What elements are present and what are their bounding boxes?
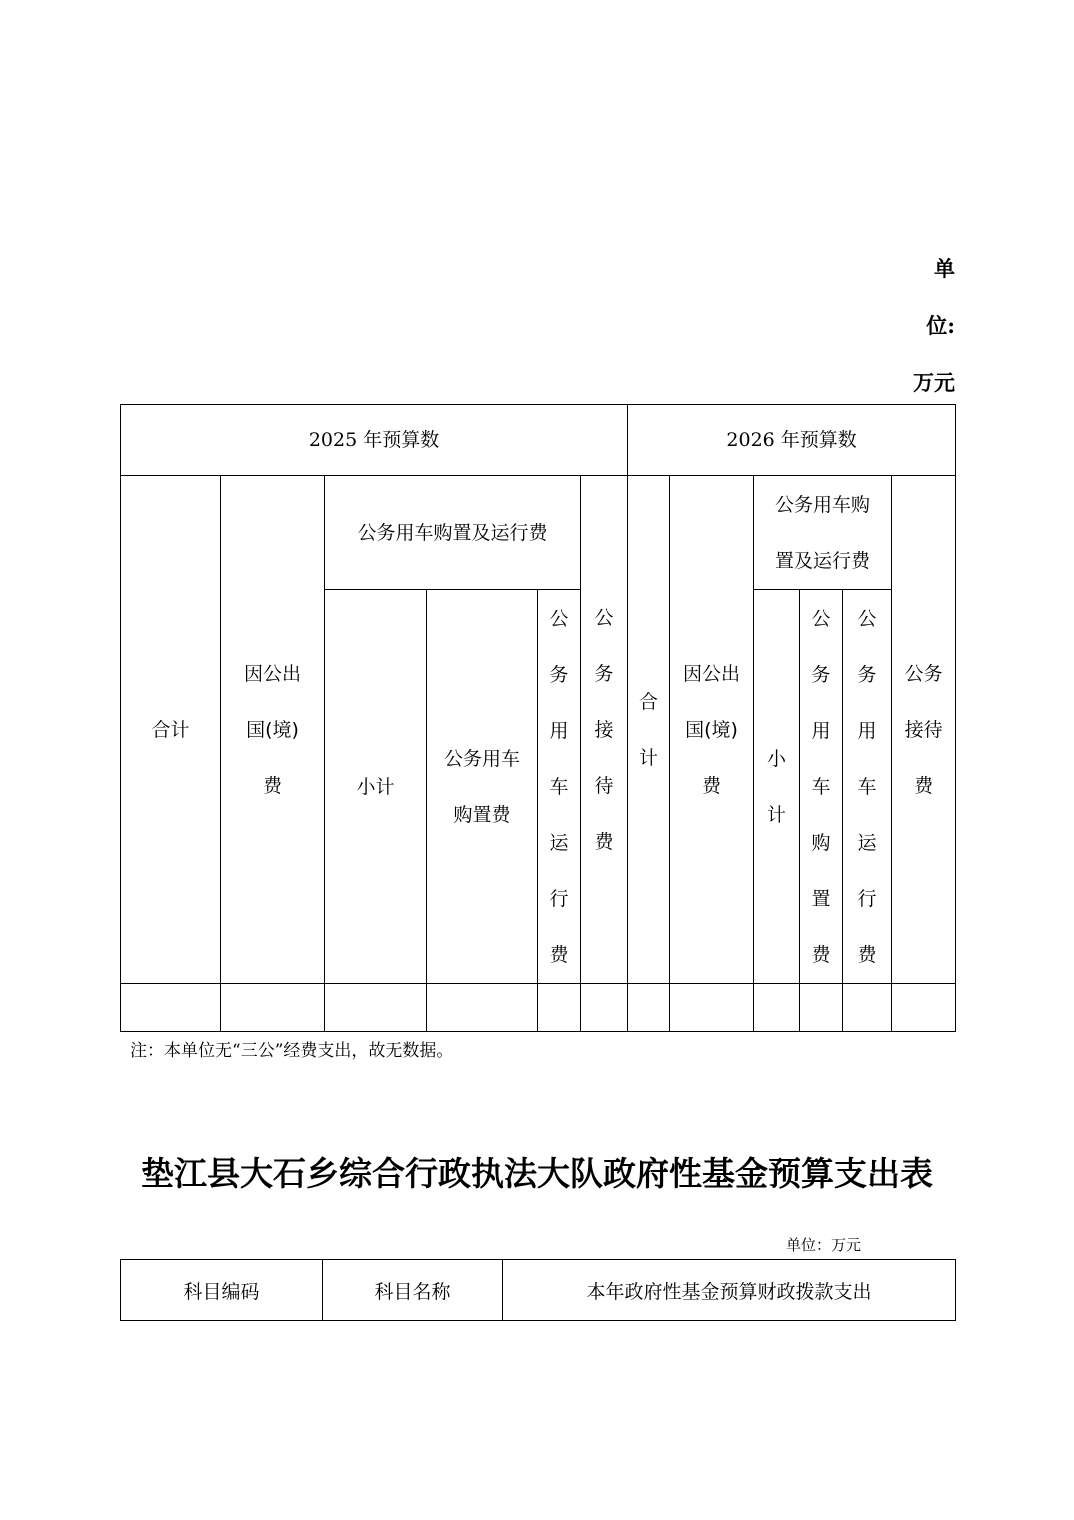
header-2026-budget: 2026 年预算数 — [628, 405, 956, 476]
header-abroad-2026-line: 因公出 — [683, 662, 741, 685]
header-car-purchase-2025-line: 公务用车 — [443, 747, 520, 770]
header-abroad-2025 — [221, 476, 325, 984]
header-abroad-2026-line: 国(境) — [685, 718, 738, 741]
header-car-group-2026-line: 公务用车购 — [775, 493, 871, 516]
header-reception-2025-char: 接 — [594, 718, 614, 741]
header-car-run-2026-char: 运 — [857, 831, 877, 854]
header-car-purchase-2026-char: 置 — [811, 887, 831, 910]
header-2025-budget: 2025 年预算数 — [121, 405, 628, 476]
fund-table-unit: 单位：万元 — [786, 1236, 862, 1254]
header-reception-2026-line: 接待 — [904, 718, 943, 741]
header-car-run-2025-char: 公 — [549, 607, 569, 630]
header-car-run-2026-char: 车 — [857, 775, 877, 798]
header-car-run-2025 — [538, 590, 581, 984]
empty-cell — [892, 984, 956, 1032]
header-car-group-2025: 公务用车购置及运行费 — [325, 476, 581, 590]
table-note: 注：本单位无“三公”经费支出，故无数据。 — [130, 1041, 454, 1061]
header-subject-code: 科目编码 — [121, 1260, 323, 1321]
empty-cell — [581, 984, 628, 1032]
header-car-run-2026-char: 行 — [857, 887, 877, 910]
header-abroad-2025-line: 因公出 — [243, 662, 301, 685]
header-car-purchase-2026-char: 务 — [811, 663, 831, 686]
header-car-run-2026 — [843, 590, 892, 984]
header-car-run-2025-char: 费 — [549, 943, 569, 966]
empty-cell — [670, 984, 754, 1032]
header-car-purchase-2026 — [800, 590, 843, 984]
unit-label — [895, 240, 955, 411]
header-car-purchase-2026-char: 车 — [811, 775, 831, 798]
header-car-purchase-2026-char: 用 — [811, 719, 831, 742]
fund-table-title: 垫江县大石乡综合行政执法大队政府性基金预算支出表 — [141, 1154, 933, 1193]
header-car-purchase-2026-char: 购 — [811, 831, 831, 854]
unit-label-line-1: 单 — [934, 256, 955, 281]
header-car-group-2026 — [754, 476, 892, 590]
empty-cell — [221, 984, 325, 1032]
header-car-run-2026-char: 公 — [857, 607, 877, 630]
header-subject-name: 科目名称 — [323, 1260, 503, 1321]
header-reception-2025-char: 务 — [594, 662, 614, 685]
header-reception-2026 — [892, 476, 956, 984]
header-reception-2025-char: 费 — [594, 830, 614, 853]
empty-cell — [427, 984, 538, 1032]
header-car-run-2025-char: 车 — [549, 775, 569, 798]
header-total-2025: 合计 — [121, 476, 221, 984]
header-abroad-2026 — [670, 476, 754, 984]
header-subtotal-2026-char: 小 — [767, 747, 787, 770]
header-car-run-2026-char: 费 — [857, 943, 877, 966]
header-fund-expenditure: 本年政府性基金预算财政拨款支出 — [503, 1260, 956, 1321]
header-reception-2026-line: 费 — [914, 774, 934, 797]
unit-label-line-2: 位: — [926, 313, 955, 338]
header-abroad-2025-line: 国(境) — [246, 718, 299, 741]
header-car-purchase-2026-char: 费 — [811, 943, 831, 966]
empty-cell — [843, 984, 892, 1032]
empty-cell — [628, 984, 670, 1032]
header-subtotal-2026-char: 计 — [767, 803, 787, 826]
header-subtotal-2026 — [754, 590, 800, 984]
empty-cell — [325, 984, 427, 1032]
header-car-purchase-2026-char: 公 — [811, 607, 831, 630]
header-car-run-2026-char: 务 — [857, 663, 877, 686]
empty-cell — [121, 984, 221, 1032]
government-fund-expenditure-table — [120, 1259, 956, 1321]
empty-cell — [800, 984, 843, 1032]
header-car-purchase-2025 — [427, 590, 538, 984]
empty-cell — [754, 984, 800, 1032]
three-public-expenses-table — [120, 404, 956, 1032]
empty-cell — [538, 984, 581, 1032]
header-car-purchase-2025-line: 购置费 — [453, 803, 511, 826]
header-car-run-2025-char: 务 — [549, 663, 569, 686]
header-car-group-2026-line: 置及运行费 — [775, 549, 871, 572]
header-abroad-2025-line: 费 — [262, 774, 282, 797]
header-car-run-2025-char: 行 — [549, 887, 569, 910]
header-subtotal-2025: 小计 — [325, 590, 427, 984]
header-reception-2025-char: 待 — [594, 774, 614, 797]
header-car-run-2025-char: 用 — [549, 719, 569, 742]
header-total-2026-char: 计 — [639, 746, 659, 769]
header-total-2026-char: 合 — [639, 690, 659, 713]
unit-label-line-3: 万元 — [913, 370, 955, 395]
header-car-run-2025-char: 运 — [549, 831, 569, 854]
header-reception-2025 — [581, 476, 628, 984]
header-car-run-2026-char: 用 — [857, 719, 877, 742]
header-reception-2026-line: 公务 — [904, 662, 943, 685]
header-reception-2025-char: 公 — [594, 606, 614, 629]
header-abroad-2026-line: 费 — [702, 774, 722, 797]
table-row — [121, 984, 956, 1032]
header-total-2026 — [628, 476, 670, 984]
